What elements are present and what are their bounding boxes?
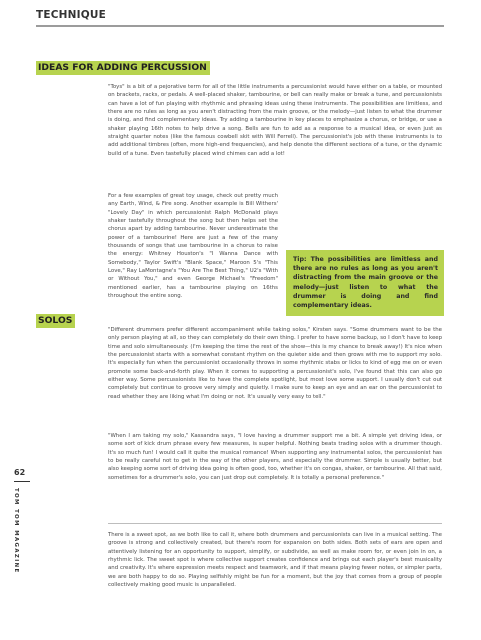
magazine-name: TOM TOM MAGAZINE [13,488,19,574]
section-label: TECHNIQUE [36,9,106,21]
solos-paragraph-2: "When I am taking my solo," Kassandra says, "I love having a drummer support me a bit. A simple yet driving idea, or some sort of kick drum phrase every few measures, is super helpful. Nothing beats trading solos with a drummer though. It's so much fun! I would call it quite the musical romance! When supporting any instrumental solos, the percussionist has to be really careful not to get in the way of the other players, and especially the drummer. Simple is usually better, but also keeping some sort of driving idea going is often good, too, whether it's on congas, shaker, or tambourine. All that said, sometimes for a drummer's solo, you can just drop out completely. It is totally a personal preference." [108,433,442,481]
page-number: 62 [14,468,26,477]
ideas-paragraph-2: For a few examples of great toy usage, check out pretty much any Earth, Wind, & Fire song. Another example is Bill Withers' "Lovely Day" in which percussionist Ralph McDonald plays shaker tastefully throughout the song but then helps set the chorus apart by adding tambourine. Never underestimate the power of a tambourine! Here are just a few of the many thousands of songs that use tambourine in a chorus to raise the energy: Whitney Houston's "I Wanna Dance with Somebody," Taylor Swift's "Blank Space," Maroon 5's "This Love," Ray LaMontagne's "You Are The Best Thing," U2's "With or Without You," and even George Michael's "Freedom" mentioned earlier, has a tambourine playing on 16ths throughout the entire song. [108,193,278,300]
ideas-paragraph-1: "Toys" is a bit of a pejorative term for all of the little instruments a percussionist would have either on a table, or mounted on brackets, racks, or pedals. A well-placed shaker, tambourine, or bell can really make or break a tune, and percussionists can have a lot of fun playing with rhythmic and phrasing ideas using these instruments. The possibilities are limitless, and there are no rules as long as you aren't distracting from the main groove, or the melody—just listen to what the drummer is doing, and find complementary ideas. Try adding a tambourine in key places to emphasize a chorus, or bridge, or use a shaker playing 16th notes to help drive a song. Bells are fun to add as a response to a musical idea, or even just as straight quarter notes (like the famous cowbell skit with Will Ferrell). The percussionist's job with these instruments is to add additional timbres (often, more high-end frequencies), and help denote the different sections of a tune, or the dynamic build of a tune. Even tastefully placed wind chimes can add a lot! [108,84,442,157]
page-number-rule [14,481,30,482]
closing-paragraph: There is a sweet spot, as we both like to call it, where both drummers and percussionists can live in a musical setting. The groove is strong and collectively created, but there's room for expansion on both sides. Both sets of ears are open and attentively listening for an opportunity to support, simplify, or subdivide, as well as make room for, or even join in on, a rhythmic lick. The sweet spot is where collective support creates confidence and brings out each player's best musicality and creativity. It's where expression meets respect and teamwork, and if that means playing fewer notes, or simpler parts, we are both happy to do so. Playing selfishly might be fun for a moment, but the joy that comes from a group of people collectively making good music is unparalleled. [108,532,442,589]
section-divider [108,523,442,524]
heading-solos: SOLOS [36,314,75,328]
solos-paragraph-1: "Different drummers prefer different accompaniment while taking solos," Kirsten says. "Some drummers want to be the only person playing at all, so they can completely do their own thing. I prefer to have some backup, so I don't have to keep time and solo simultaneously. (I'm keeping the time the rest of the show—this is my chance to break away!) It's nice when the percussionist starts with a somewhat constant rhythm on the quieter side and then grows with me to support my solo. It's especially fun when the percussionist occasionally throws in some rhythmic stabs or licks to kind of egg me on or even promote some back-and-forth play. When it comes to supporting a percussionist's solo, I've found that this can also go either way. Some percussionists like to have the complete spotlight, but most love some support. I usually don't cut out completely but continue to groove very simply and quietly. I make sure to keep an eye and an ear on the percussionist to read whether they are liking what I'm doing or not. It's usually very easy to tell." [108,327,442,400]
header-rule [36,25,444,27]
heading-ideas-for-adding-percussion: IDEAS FOR ADDING PERCUSSION [36,61,210,75]
pull-quote: Tip: The possibilities are limitless and there are no rules as long as you aren't distracting from the main groove or the melody—just listen to what the drummer is doing and find complementary ideas. [286,250,444,316]
